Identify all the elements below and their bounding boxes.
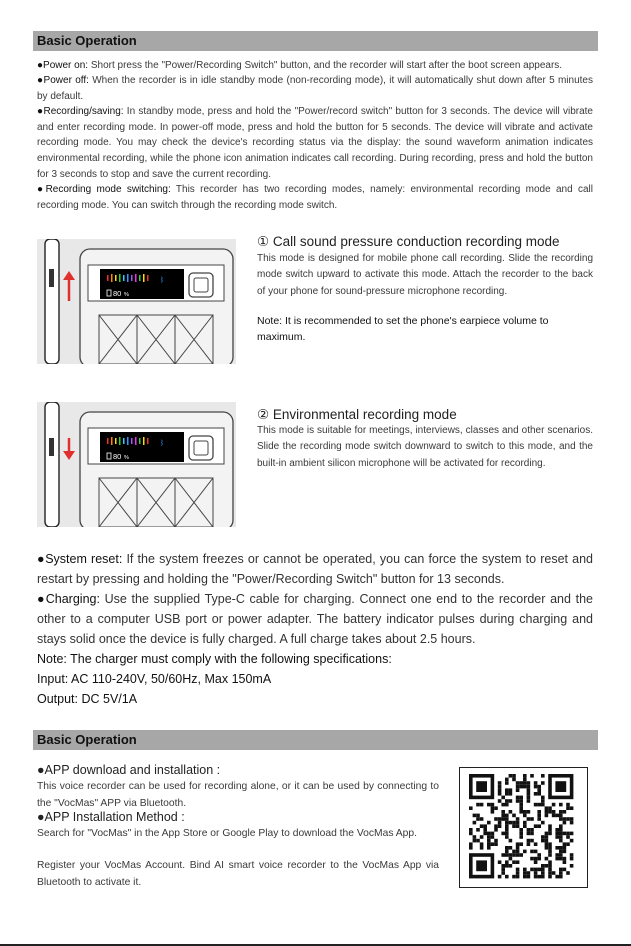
text: Short press the "Power/Recording Switch" button, and the recorder will start after the boot screen appears. — [88, 60, 563, 71]
app-download-heading: ●APP download and installation : — [37, 763, 221, 777]
device-illustration-environment-mode — [37, 402, 236, 527]
qr-code-icon — [459, 767, 588, 888]
battery-level: 80 — [113, 289, 122, 298]
bluetooth-icon: ᛒ — [160, 276, 165, 284]
app-download-text: This voice recorder can be used for recording alone, or it can be used by connecting to the "VocMas" APP via Bluetooth. — [37, 781, 439, 809]
mode1-title: ① Call sound pressure conduction recording mode — [257, 234, 560, 249]
recorder-device-icon — [37, 402, 236, 527]
charger-spec-output: Output: DC 5V/1A — [37, 692, 138, 706]
label: ●System reset: — [37, 552, 123, 566]
qr-code-graphic — [460, 768, 587, 887]
charging-paragraph — [37, 589, 593, 650]
mode2-title: ② Environmental recording mode — [257, 407, 457, 422]
charger-spec-input: Input: AC 110-240V, 50/60Hz, Max 150mA — [37, 672, 272, 686]
text: If the system freezes or cannot be operated, you can force the system to reset and restart by pressing and holding the "Power/Recording Switch" button for 13 seconds. — [37, 552, 594, 587]
system-reset-paragraph — [37, 549, 593, 589]
battery-unit: % — [124, 455, 129, 461]
label: ●Charging: — [37, 592, 100, 606]
intro-recording-saving — [37, 104, 593, 183]
section-header-basic-operation: Basic Operation — [33, 31, 598, 51]
intro-power-on — [37, 58, 593, 74]
device-illustration-call-mode — [37, 239, 236, 364]
recorder-device-icon — [37, 239, 236, 364]
section-header-basic-operation-2: Basic Operation — [33, 730, 598, 750]
label: ●Recording/saving: — [37, 106, 124, 117]
label: ●Power on: — [37, 60, 89, 71]
text: This recorder has two recording modes, namely: environmental recording mode and call recording mode. You can switch through the recording mode switch. — [37, 184, 593, 211]
text: When the recorder is in idle standby mode (non-recording mode), it will automatically shut down after 5 minutes by default. — [37, 75, 593, 102]
mode1-text: This mode is designed for mobile phone call recording. Slide the recording mode switch upward to activate this mode. Attach the recorder to the back of your phone for sound-pressure microphone recording. — [257, 253, 593, 297]
mode1-note: Note: It is recommended to set the phone's earpiece volume to maximum. — [257, 315, 549, 343]
app-install-heading: ●APP Installation Method : — [37, 810, 185, 824]
battery-unit: % — [124, 292, 129, 298]
app-install-text: Search for "VocMas" in the App Store or Google Play to download the VocMas App. — [37, 828, 417, 839]
bluetooth-icon: ᛒ — [160, 439, 165, 447]
app-register-text: Register your VocMas Account. Bind AI smart voice recorder to the VocMas App via Bluetooth to activate it. — [37, 860, 439, 888]
text: In standby mode, press and hold the "Power/record switch" button for 3 seconds. The device will vibrate and enter recording mode. In power-off mode, press and hold the button for 5 seconds. The device will vibrate and activate recording mode. You may check the device's recording status via the display: the sound waveform animation indicates environmental recording, while the phone icon animation indicates call recording. During recording, press and hold the button for 3 seconds to stop and save the current recording. — [37, 106, 593, 180]
label: ●Recording mode switching: — [37, 184, 171, 195]
intro-power-off — [37, 73, 593, 104]
label: ●Power off: — [37, 75, 89, 86]
arrow-up-icon — [63, 271, 75, 301]
text: Use the supplied Type-C cable for charging. Connect one end to the recorder and the other to a computer USB port or power adapter. The battery indicator pulses during charging and stays solid once the device is fully charged. A full charge takes about 2.5 hours. — [37, 592, 593, 647]
mode2-text: This mode is suitable for meetings, interviews, classes and other scenarios. Slide the recording mode switch downward to switch to this mode, and the built-in ambient silicon microphone will be activated for recording. — [257, 425, 593, 469]
arrow-down-icon — [63, 438, 75, 460]
battery-level: 80 — [113, 452, 122, 461]
charger-spec-note: Note: The charger must comply with the following specifications: — [37, 652, 392, 666]
intro-mode-switching — [37, 182, 593, 213]
